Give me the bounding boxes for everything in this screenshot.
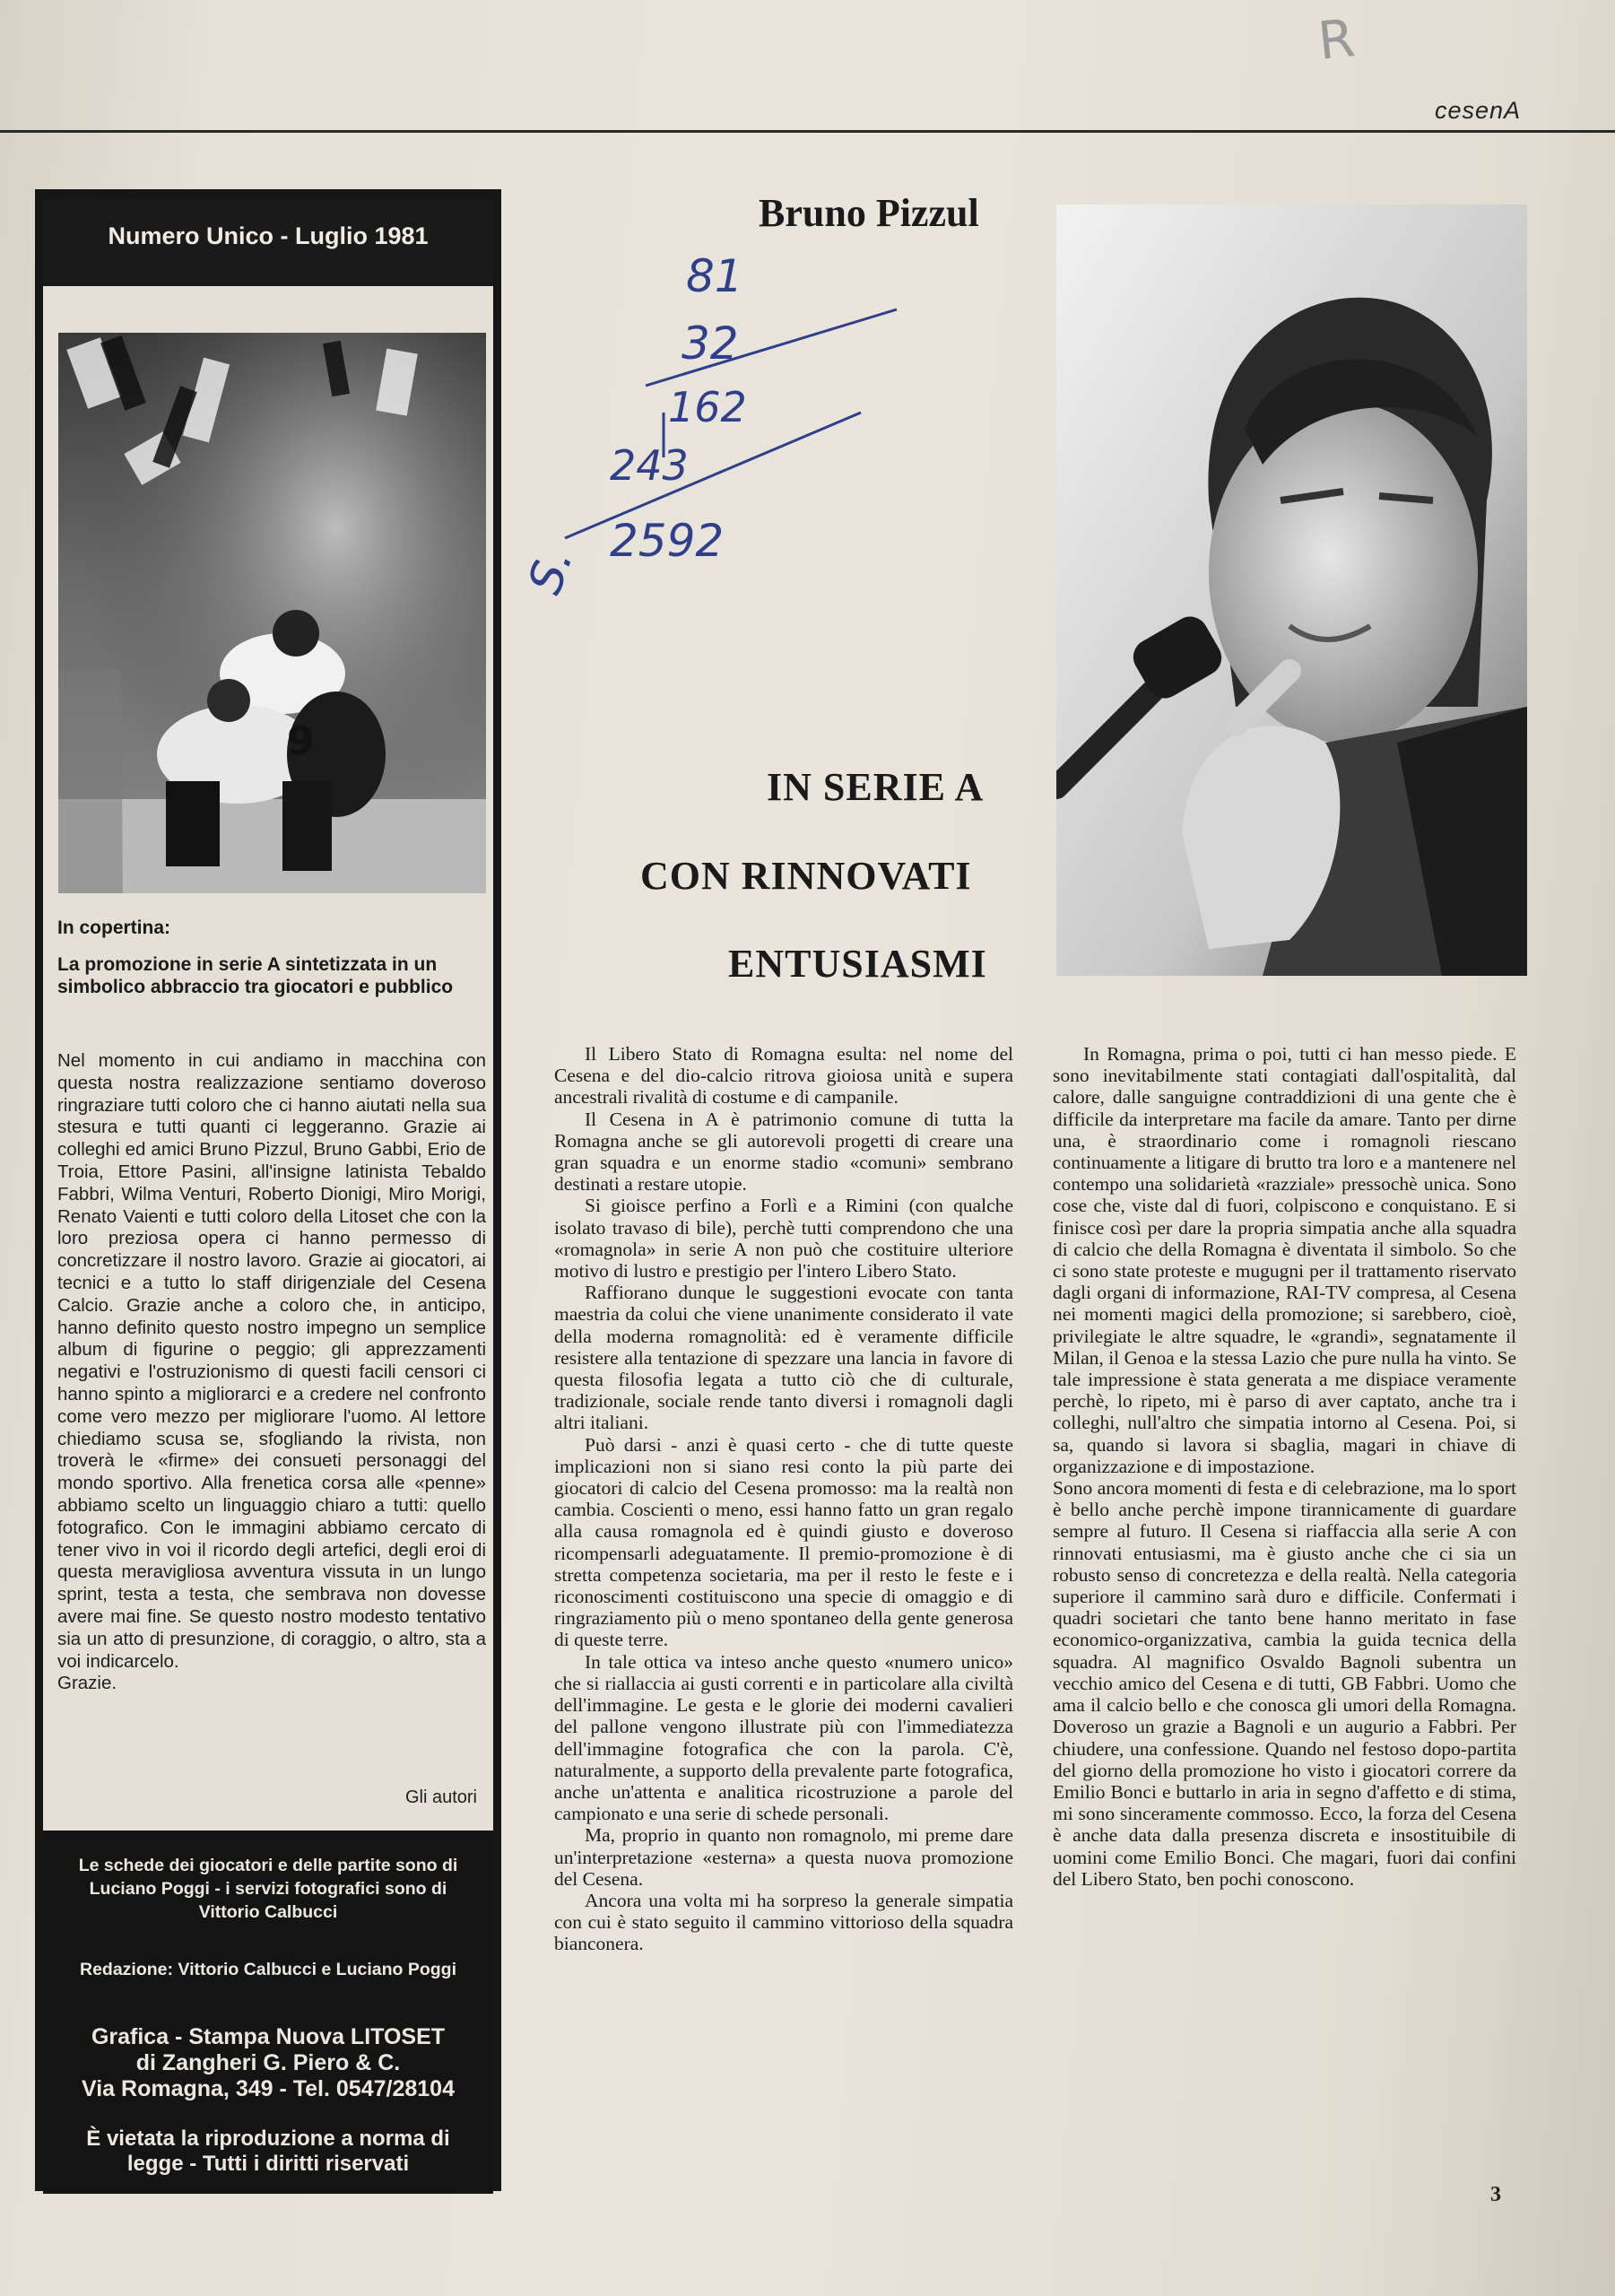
paragraph: Il Cesena in A è patrimonio comune di tutta la Romagna anche se gli autorevoli progetti di creare una gran squadra e un enorme stadio «comuni» sembrano destinati a restare utopie. (554, 1108, 1013, 1196)
hand-number: 243 (610, 441, 689, 490)
colophon-box (43, 1831, 493, 2194)
cover-photo (58, 333, 486, 893)
paragraph: Può darsi - anzi è quasi certo - che di tutte queste implicazioni non si siano resi conto la più parte dei giocatori di calcio del Cesena promosso: ma la realtà non cambia. Coscienti o meno, essi hanno fatto un gran regalo alla causa romagnola ed è quindi giusto e doveroso ricompensarli adeguatamente. Il premio-promozione è di stretta competenza societaria, ma per il resto le feste e i riconoscimenti costituiscono una specie di omaggio e di ringraziamento più o meno spontaneo della gente generosa di queste terre. (554, 1433, 1013, 1651)
caption-text: La promozione in serie A sintetizzata in un simbolico abbraccio tra giocatori e pubblico (57, 954, 454, 997)
paragraph: Sono ancora momenti di festa e di celebrazione, ma lo sport è bello anche perchè impone tirannicamente di guardare sempre al futuro. Il Cesena si riaffaccia alla serie A con rinnovati entusiasmi, ma è giusto anche che ci sia un robusto senso di concretezza e della realtà. Nella categoria superiore il cammino sarà duro e difficile. Confermati i quadri societari che tanto bene hanno meritato in fase economico-organizzativa, cambia la guida tecnica della squadra. Al magnifico Osvaldo Bagnoli subentra un vecchio amico del Cesena e di tutti, GB Fabbri. Uomo che ama il calcio bello e che conosca gli umori della Romagna. Doveroso un grazie a Bagnoli e un augurio a Fabbri. Per chiudere, una confessione. Quando nel festoso dopo-partita del giorno della promozione ho visto i giocatori correre da Emilio Bonci e buttarlo in aria in segno d'affetto e di stima, mi sono sinceramente commosso. Ecco, la forza del Cesena è anche data dalla presenza discreta e insostituibile di uomini come Emilio Bonci. Che magari, fuori dai confini del Libero Stato, ben pochi conoscono. (1053, 1477, 1516, 1890)
page-number: 3 (1490, 2183, 1501, 2206)
pencil-mark: R (1315, 7, 1358, 72)
printer-line: Via Romagna, 349 - Tel. 0547/28104 (82, 2076, 455, 2101)
hand-number: 2592 (610, 515, 725, 567)
paragraph: Si gioisce perfino a Forlì e a Rimini (con qualche isolato travaso di bile), perchè tutti comprendono che una «romagnola» in serie A non può che costituire ulteriore motivo di lustro e prestigio per l'intero Libero Stato. (554, 1195, 1013, 1283)
headline-line: ENTUSIASMI (728, 942, 987, 986)
paragraph: In Romagna, prima o poi, tutti ci han messo piede. E sono inevitabilmente stati contagiati dall'ospitalità, dal calore, dalle sanguigne contraddizioni di una gente che è difficile da interpretare ma facile da amare. Tanto per dirne una, è straordinario come i romagnoli riescano continuamente a litigare di brutto tra loro e a mantenere nel contempo una solidarietà «razziale» pressochè unica. Sono cose che, viste dal di fuori, colpiscono e conquistano. E si finisce così per dare la propria simpatia anche alla squadra di calcio che della Romagna è diventata il simbolo. So che ci sono state proteste e mugugni per il trattamento riservato dagli organi di informazione, RAI-TV compresa, al Cesena nei momenti magici della promozione; si sarebbero, cioè, privilegiate le altre squadre, le «grandi», segnatamente il Milan, il Genoa e la stessa Lazio che pure nulla ha vinto. Se tale impressione è stata generata a me dispiace veramente perchè, lo ripeto, mi è parso di aver captato, anche tra i colleghi, null'altro che simpatia intorno al Cesena. Poi, si sa, quando si lavora si sbaglia, magari in chiave di organizzazione e di impostazione. (1053, 1043, 1516, 1477)
author-portrait (1056, 204, 1527, 976)
caption-label: In copertina: (57, 918, 171, 938)
printer-line: Grafica - Stampa Nuova LITOSET (91, 2024, 446, 2049)
headline-line: CON RINNOVATI (640, 854, 972, 898)
paragraph: Ma, proprio in quanto non romagnolo, mi preme dare un'interpretazione «esterna» a questa nuova promozione del Cesena. (554, 1824, 1013, 1890)
hand-number: 32 (682, 317, 739, 370)
magazine-title: cesenA (1435, 97, 1522, 124)
editorial-thanks: Grazie. (57, 1673, 117, 1694)
headline-line: IN SERIE A (767, 765, 985, 809)
hand-number: 81 (686, 250, 743, 302)
article-column-1 (554, 1043, 1013, 1955)
paragraph: Ancora una volta mi ha sorpreso la generale simpatia con cui è stato seguito il cammino vittorioso della squadra bianconera. (554, 1889, 1013, 1955)
signoff: Gli autori (404, 1787, 477, 1807)
author-name: Bruno Pizzul (759, 191, 979, 235)
editorial-note (57, 1050, 486, 1695)
hand-mark: S. (517, 541, 585, 602)
svg-text:9: 9 (287, 718, 315, 764)
credits: Le schede dei giocatori e delle partite sono di Luciano Poggi - i servizi fotografici sono di Vittorio Calbucci (78, 1856, 458, 1922)
hand-number: 162 (668, 383, 747, 431)
issue-banner: Numero Unico - Luglio 1981 (43, 200, 493, 286)
paragraph: Raffiorano dunque le suggestioni evocate con tanta maestria da colui che viene unanimente considerato il vate della moderna romagnolità: ed è veramente difficile resistere alla tentazione di spezzare una lancia in favore di questa filosofia legata a tutto ciò che di culturale, tradizionale, sociale rende tanto diversi i romagnoli dagli altri italiani. (554, 1282, 1013, 1434)
portrait-image (1056, 204, 1527, 976)
printer (61, 2024, 475, 2102)
cover-photo-image (58, 333, 486, 893)
rights-notice: È vietata la riproduzione a norma di legge - Tutti i diritti riservati (86, 2126, 450, 2176)
printer-line: di Zangheri G. Piero & C. (135, 2050, 401, 2075)
paragraph: In tale ottica va inteso anche questo «numero unico» che si riallaccia ai gusti correnti e in particolare alla civiltà dell'immagine. Le gesta e le glorie dei moderni cavalieri del pallone vengono illustrate più con l'immediatezza dell'immagine fotografica che con la parola. C'è, naturalmente, a supporto della prevalente parte fotografica, anche un'attenta e analitica ricostruzione a parole del campionato e una serie di schede personali. (554, 1650, 1013, 1825)
editors: Redazione: Vittorio Calbucci e Luciano Poggi (79, 1960, 457, 1979)
paragraph: Il Libero Stato di Romagna esulta: nel nome del Cesena e del dio-calcio ritrova gioiosa unità e supera ancestrali rivalità di costume e di campanile. (554, 1043, 1013, 1109)
handwritten-notes (511, 242, 924, 619)
article-column-2 (1053, 1043, 1516, 1890)
sidebar-box (35, 189, 501, 2191)
editorial-body: Nel momento in cui andiamo in macchina con questa nostra realizzazione sentiamo doveroso ringraziare tutti coloro che ci hanno aiutati nella sua stesura e tutti quanti ci leggeranno. Grazie ai colleghi ed amici Bruno Pizzul, Bruno Gabbi, Erio de Troia, Ettore Pasini, all'insigne latinista Tebaldo Fabbri, Wilma Venturi, Roberto Dionigi, Miro Morigi, Renato Vaienti e tutti coloro della Litoset che con la loro preziosa opera ci hanno permesso di concretizzare il nostro lavoro. Grazie ai giocatori, ai tecnici e a tutto lo staff dirigenziale del Cesena Calcio. Grazie anche a coloro che, in anticipo, hanno definito questo nostro impegno un semplice album di figurine o peggio; gli apprezzamenti negativi e l'ostruzionismo di questi facili censori ci hanno spinto a migliorarci e a credere nel confronto come vero mezzo per migliorare l'uomo. Al lettore chiediamo scusa se, sfogliando la rivista, non troverà le «firme» dei consueti personaggi del mondo sportivo. Alla frenetica corsa alle «penne» abbiamo scelto un linguaggio chiaro a tutti: quello fotografico. Con le immagini abbiamo cercato di tener vivo in voi il ricordo degli artefici, degli eroi di questa meravigliosa avventura vissuta in un lungo sprint, testa a testa, che sembrava non dovesse avere mai fine. Se questo nostro modesto tentativo sia un atto di presunzione, di coraggio, o altro, sta a voi indicarcelo. (57, 1050, 486, 1672)
header-rule (0, 130, 1615, 133)
